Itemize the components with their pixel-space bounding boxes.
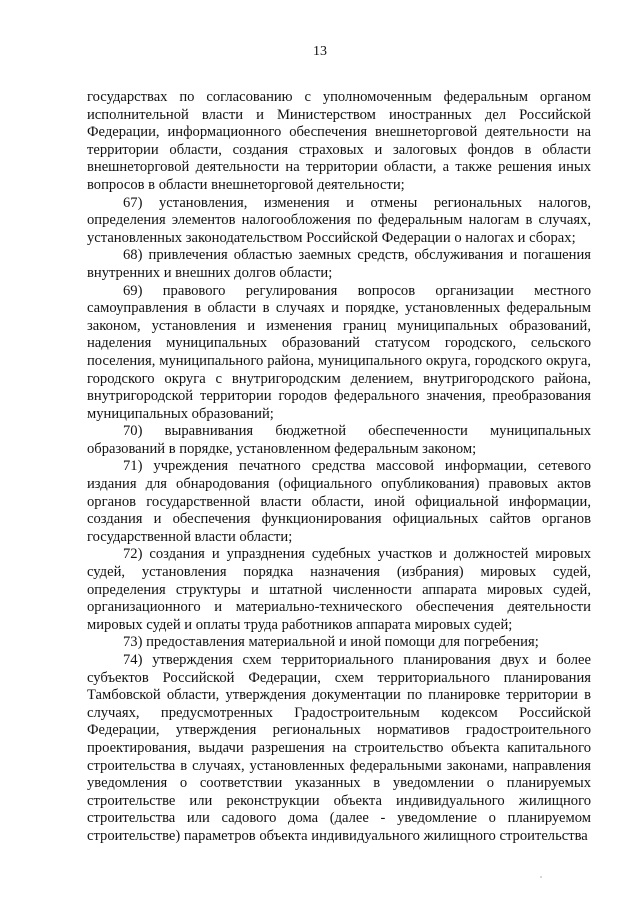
paragraph-item-74: 74) утверждения схем территориального планирования двух и более субъектов Российской Федерации, схем территориального планирования Тамбовской области, утверждения документации по планировке территории в случаях, предусмотренных Градостроительным кодексом Российской Федерации, утверждения региональных нормативов градостроительного проектирования, выдачи разрешения на строительство объекта капитального строительства в случаях, установленных федеральными законами, направления уведомления о соответствии указанных в уведомлении о планируемых строительстве или реконструкции объекта индивидуального жилищного строительства или садового дома (далее - уведомление о планируемом строительстве) параметров объекта индивидуального жилищного строительства	[87, 652, 591, 844]
scan-artifact	[540, 876, 542, 878]
paragraph-item-70: 70) выравнивания бюджетной обеспеченности муниципальных образований в порядке, установленном федеральным законом;	[87, 423, 591, 457]
paragraph-item-67: 67) установления, изменения и отмены региональных налогов, определения элементов налогообложения по федеральным налогам в случаях, установленных законодательством Российской Федерации о налогах и сборах;	[87, 194, 591, 246]
paragraph-item-69: 69) правового регулирования вопросов организации местного самоуправления в области в случаях и порядке, установленных федеральным законом, установления и изменения границ муниципальных образований, наделения муниципальных образований статусом городского, сельского поселения, муниципального района, муниципального округа, городского округа, городского округа с внутригородским делением, внутригородского района, внутригородской территории городов федерального значения, преобразования муниципальных образований;	[87, 282, 591, 422]
paragraph-item-72: 72) создания и упразднения судебных участков и должностей мировых судей, установления порядка назначения (избрания) мировых судей, определения структуры и штатной численности аппарата мировых судей, организационного и материально-технического обеспечения деятельности мировых судей и оплаты труда работников аппарата мировых судей;	[87, 546, 591, 633]
paragraph-item-73: 73) предоставления материальной и иной помощи для погребения;	[123, 634, 539, 651]
paragraph-continuation: государствах по согласованию с уполномоченным федеральным органом исполнительной власти и Министерством иностранных дел Российской Федерации, информационного обеспечения внешнеторговой деятельности на территории области, создания страховых и залоговых фондов в области внешнеторговой деятельности на территории области, а также решения иных вопросов в области внешнеторговой деятельности;	[87, 89, 591, 193]
document-body	[87, 89, 591, 846]
paragraph-item-71: 71) учреждения печатного средства массовой информации, сетевого издания для обнародования (официального опубликования) правовых актов органов государственной власти области, иной официальной информации, создания и обеспечения функционирования официальных сайтов органов государственной власти области;	[87, 458, 591, 545]
paragraph-item-68: 68) привлечения областью заемных средств, обслуживания и погашения внутренних и внешних долгов области;	[87, 247, 591, 281]
page-number: 13	[313, 44, 327, 59]
